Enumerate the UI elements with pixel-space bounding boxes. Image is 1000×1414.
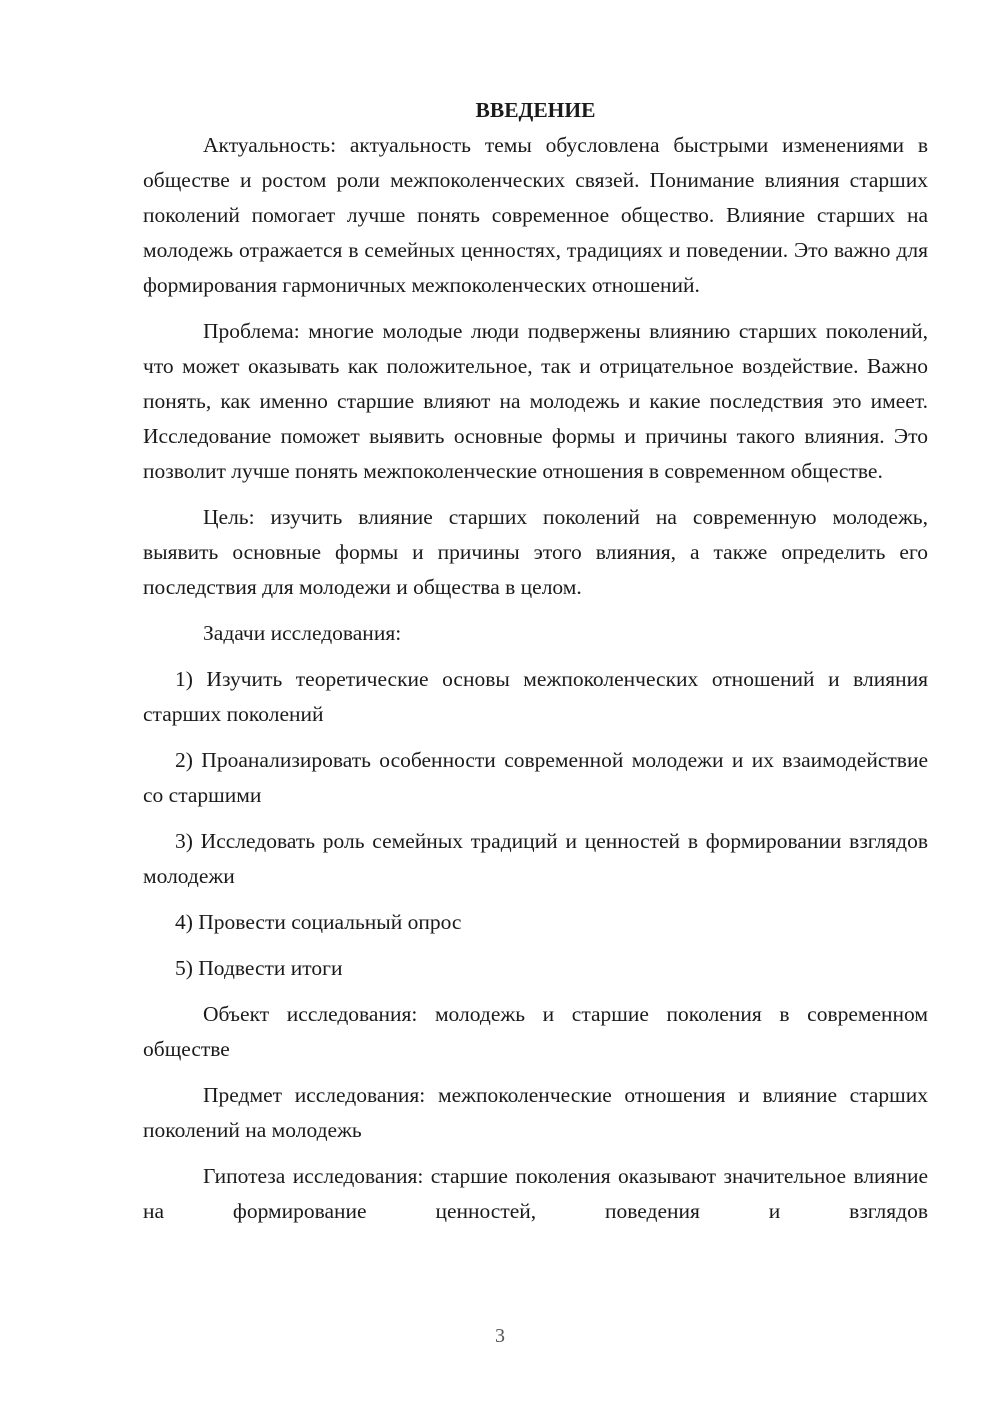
page-number: 3: [495, 1325, 505, 1347]
section-title: ВВЕДЕНИЕ: [475, 98, 596, 122]
paragraph-hypothesis: Гипотеза исследования: старшие поколения оказывают значительное влияние на формирование ценностей, поведения и взглядов: [143, 1164, 928, 1223]
task-item-5: 5) Подвести итоги: [175, 956, 343, 980]
paragraph-subject: Предмет исследования: межпоколенческие отношения и влияние старших поколений на молодежь: [143, 1083, 928, 1142]
paragraph-object: Объект исследования: молодежь и старшие поколения в современном обществе: [143, 1002, 928, 1061]
task-item-3: 3) Исследовать роль семейных традиций и ценностей в формировании взглядов молодежи: [143, 829, 928, 888]
document-page: [143, 93, 928, 1229]
paragraph-problem: Проблема: многие молодые люди подвержены влиянию старших поколений, что может оказывать как положительное, так и отрицательное воздействие. Важно понять, как именно старшие влияют на молодежь и какие последствия это имеет. Исследование поможет выявить основные формы и причины такого влияния. Это позволит лучше понять межпоколенческие отношения в современном обществе.: [143, 319, 928, 483]
task-item-1: 1) Изучить теоретические основы межпоколенческих отношений и влияния старших поколений: [143, 667, 928, 726]
task-item-4: 4) Провести социальный опрос: [175, 910, 462, 934]
paragraph-relevance: Актуальность: актуальность темы обусловлена быстрыми изменениями в обществе и ростом роли межпоколенческих связей. Понимание влияния старших поколений помогает лучше понять современное общество. Влияние старших на молодежь отражается в семейных ценностях, традициях и поведении. Это важно для формирования гармоничных межпоколенческих отношений.: [143, 133, 928, 297]
paragraph-goal: Цель: изучить влияние старших поколений на современную молодежь, выявить основные формы и причины этого влияния, а также определить его последствия для молодежи и общества в целом.: [143, 505, 928, 599]
task-item-2: 2) Проанализировать особенности современной молодежи и их взаимодействие со старшими: [143, 748, 928, 807]
tasks-heading: Задачи исследования:: [203, 621, 402, 645]
